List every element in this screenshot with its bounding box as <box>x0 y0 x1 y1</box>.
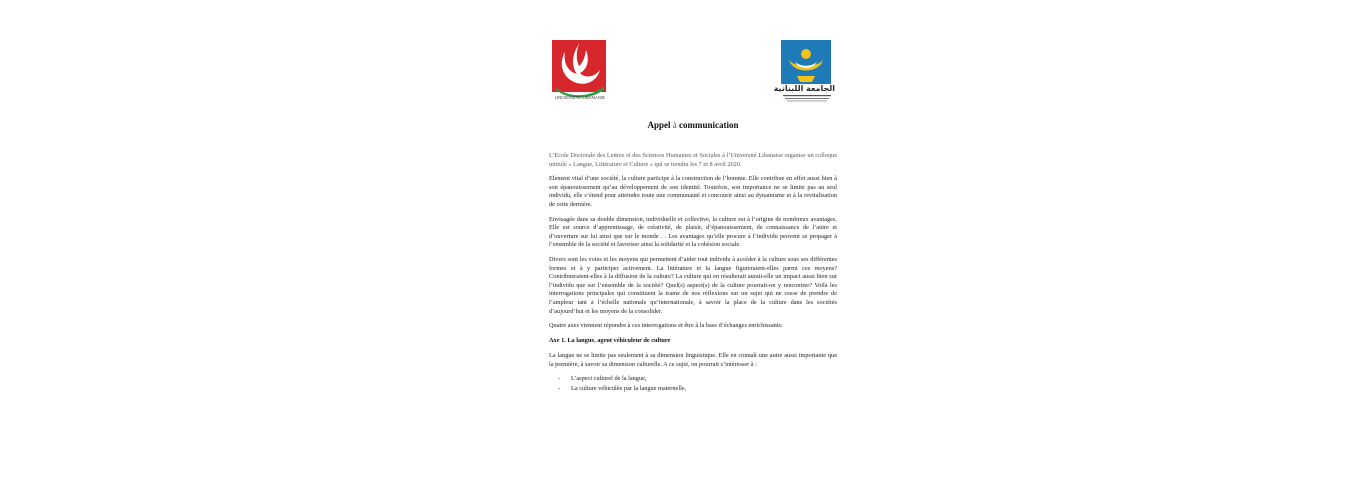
emblem-sun <box>801 49 811 59</box>
title-part-3: communication <box>679 120 739 130</box>
paragraph-langue: La langue ne se limite pas seulement à sa dimension linguistique. Elle en connaît une autre aussi importante que la première, à savoir sa dimension culturelle. A ce sujet, on pourrait s’intéresser à : <box>549 352 837 368</box>
lebanese-university-emblem <box>781 40 831 84</box>
emblem-base <box>797 76 815 82</box>
paragraph-means: Divers sont les voies et les moyens qui permettent d’aider tout individu à accéder à la culture sous ses différentes formes et à y participer activement. La littérature et la langue figureraient-elles parmi ces moyens? Contribueraient-elles à la diffusion de la culture? La culture qui en résulterait aurait-elle un impact aussi bien sur l’individu que sur l’ensemble de la société? Quel(s) aspect(s) de la culture pourrait-on y rencontrer? Voilà les interrogations principales qui constituent la trame de nos réflexions sur un sujet qui ne cesse de prendre de l’ampleur tant à l’échelle nationale qu’internationale, à savoir la place de la culture dans les sociétés d’aujourd’hui et les moyens de la consolider. <box>549 255 837 315</box>
universite-libanaise-logo <box>552 40 606 102</box>
logo-arabic-text: الجامعة اللبنانية <box>773 84 835 93</box>
document-body <box>549 152 837 395</box>
list-item: - L’aspect culturel de la langue, <box>549 375 837 384</box>
logo-caption: UNIVERSITE LIBANAISE <box>555 95 605 100</box>
logo-arabic-subtitle <box>781 94 833 102</box>
title-part-2: à <box>672 120 677 130</box>
bullet-list <box>549 375 837 393</box>
paragraph-culture-vital: Element vital d’une société, la culture participe à la construction de l’homme. Elle contribue en effet aussi bien à son épanouissement qu’au développement de son identité. Toutefois, son importance ne se limite pas au seul individu, elle s’étend pour atteindre toute une communauté et concourir ainsi au dynamisme et à la revitalisation de cette dernière. <box>549 175 837 208</box>
paragraph-intro: L’Ecole Doctorale des Lettres et des Sciences Humaines et Sociales à l’Université Libanaise organise un colloque intitulé « Langue, Littérature et Culture » qui se tiendra les 7 et 8 avril 2020. <box>549 152 837 168</box>
paragraph-dimension: Envisagée dans sa double dimension, individuelle et collective, la culture est à l’origine de nombreux avantages. Elle est source d’apprentissage, de créativité, de plaisir, d’épanouissement, de connaissance de l’autre et d’ouverture sur lui ainsi que sur le monde . . Les avantages qu’elle procure à l’individu peuvent se propager à l’ensemble de la société et favoriser ainsi la solidarité et la cohésion sociale. <box>549 215 837 249</box>
paragraph-axes-intro: Quatre axes viennent répondre à ces interrogations et être à la base d’échanges enrichissants: <box>549 322 783 330</box>
list-item: - La culture véhiculée par la langue maternelle, <box>549 385 837 394</box>
title-part-1: Appel <box>647 120 671 130</box>
document-page <box>549 0 837 500</box>
axis-1-heading: Axe 1. La langue, agent véhiculeur de culture <box>549 336 671 344</box>
page-title <box>549 120 837 130</box>
